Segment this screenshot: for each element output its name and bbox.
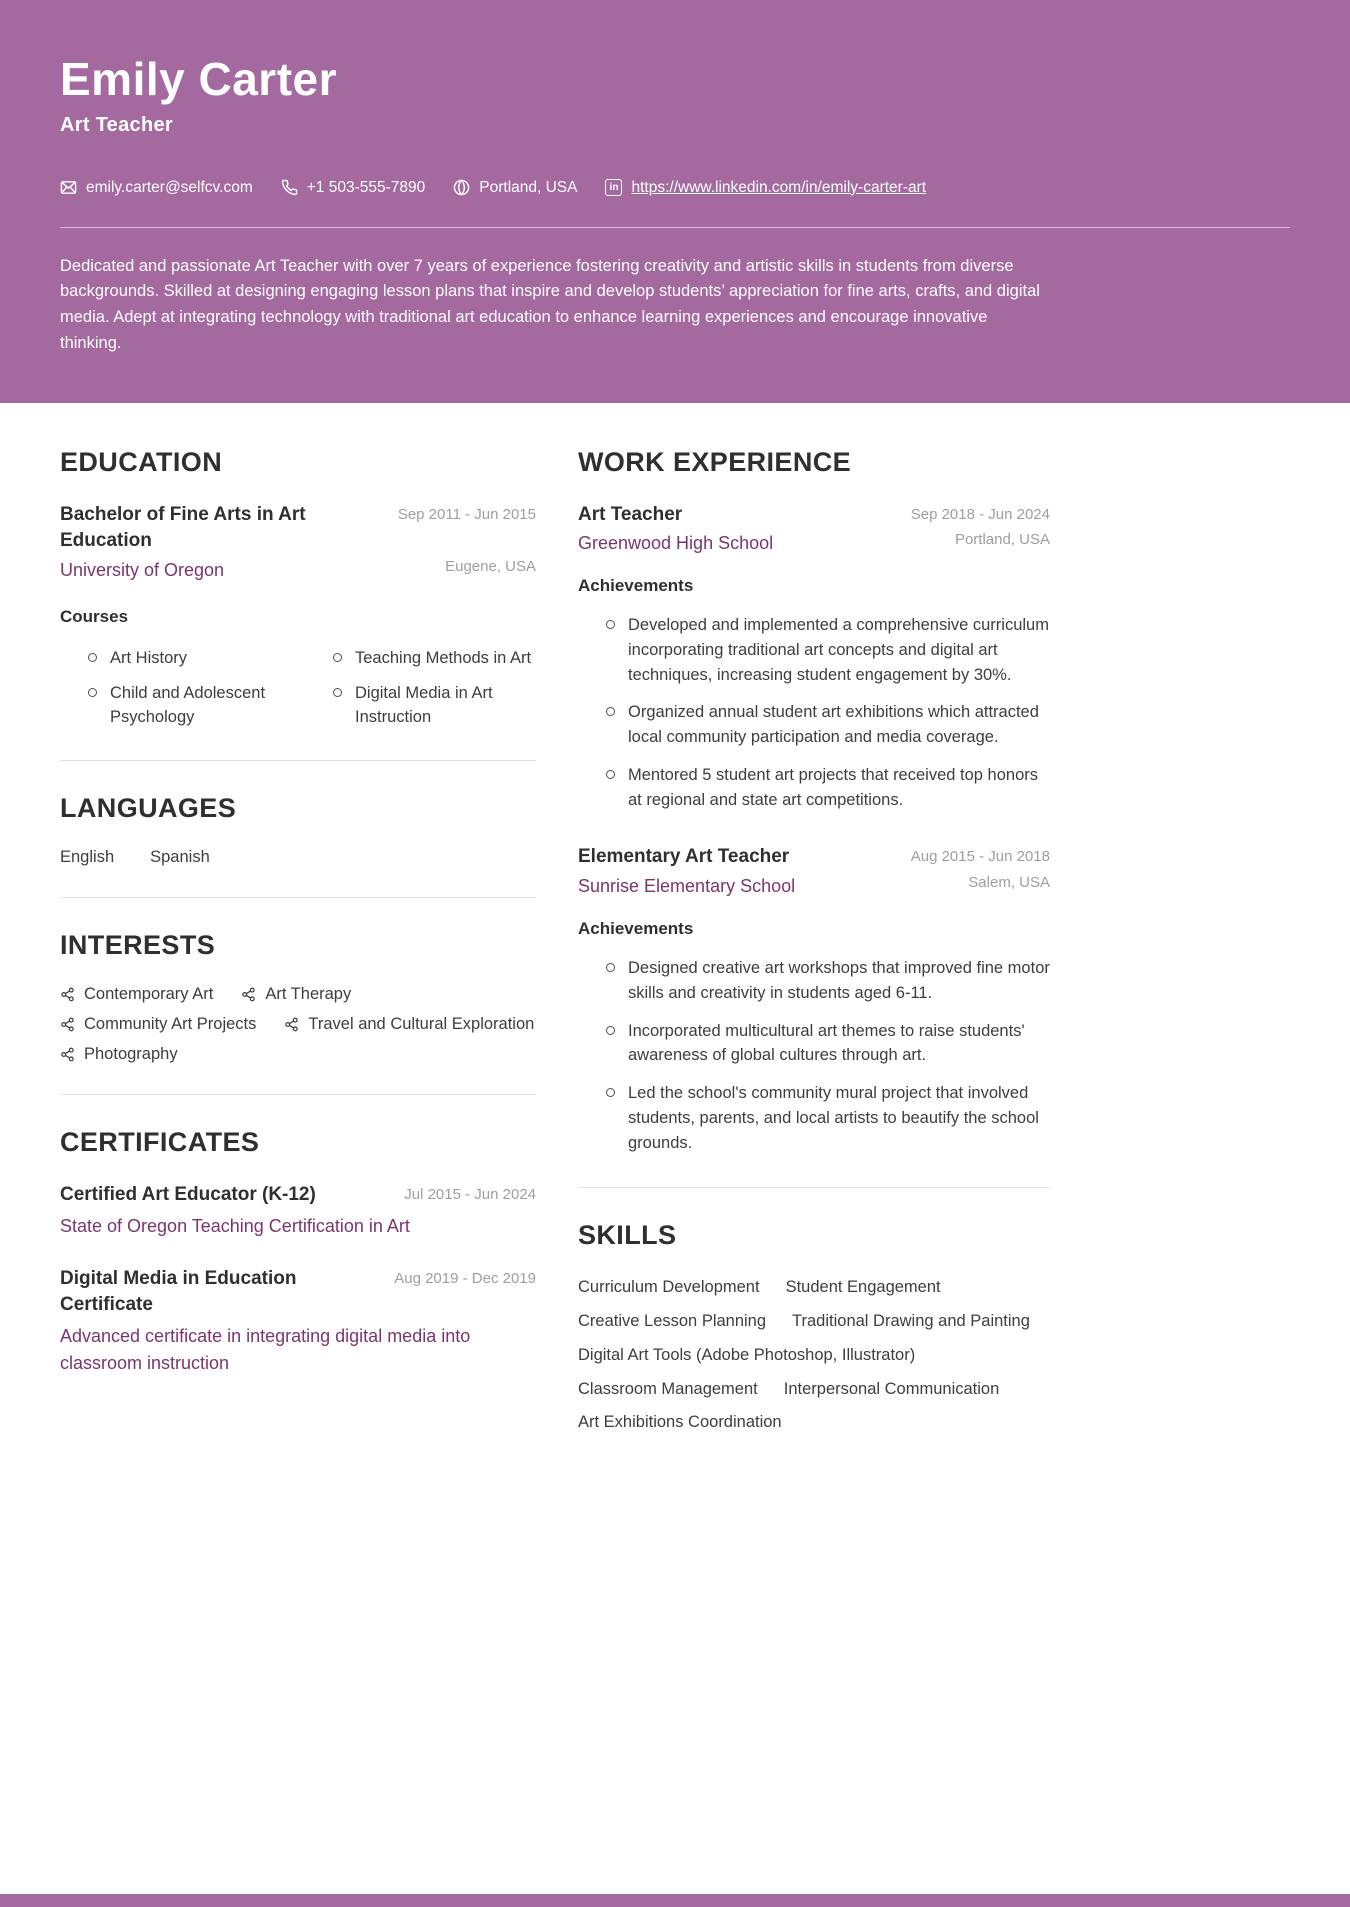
- interest-item: [60, 1045, 178, 1064]
- job-title-row: [578, 844, 1050, 871]
- interest-label: Art Therapy: [265, 985, 352, 1004]
- skills-list: [578, 1275, 1050, 1435]
- course-item: Art History: [60, 646, 291, 671]
- job-location: Portland, USA: [954, 531, 1050, 549]
- work-experience-heading: WORK EXPERIENCE: [578, 446, 852, 477]
- interest-item: [60, 985, 213, 1004]
- certificates-heading: CERTIFICATES: [60, 1127, 260, 1158]
- achievement-item: Developed and implemented a comprehensive curriculum incorporating traditional art concepts and digital art techniques, increasing student engagement by 30%.: [578, 613, 1050, 687]
- job-entry: [578, 502, 1050, 813]
- education-dates: Sep 2011 - Jun 2015: [397, 505, 536, 523]
- skill-item: Creative Lesson Planning: [578, 1312, 767, 1331]
- job-entry: [578, 844, 1050, 1155]
- certificates-section: [60, 1127, 536, 1377]
- job-dates: Sep 2018 - Jun 2024: [910, 505, 1050, 523]
- certificate-title-row: [60, 1266, 536, 1319]
- language-item: Spanish: [150, 848, 210, 867]
- achievements-list: [578, 613, 1050, 812]
- linkedin-icon: in: [605, 179, 622, 196]
- job-title-row: [578, 502, 1050, 529]
- achievement-item: Incorporated multicultural art themes to raise students' awareness of global cultures through art.: [578, 1019, 1050, 1069]
- phone-icon: [281, 179, 298, 196]
- network-icon: [60, 1017, 75, 1032]
- profile-summary: Dedicated and passionate Art Teacher with over 7 years of experience fostering creativity and artistic skills in students from diverse backgrounds. Skilled at designing engaging lesson plans that inspire and develop students’ appreciation for fine arts, crafts, and digital media. Adept at integrating technology with traditional art education to enhance learning experiences and encourage innovative thinking.: [60, 256, 1040, 352]
- resume-body: [0, 403, 1350, 1436]
- languages-heading: LANGUAGES: [60, 793, 237, 824]
- education-section: [60, 447, 536, 731]
- network-icon: [60, 987, 75, 1002]
- degree-title: Bachelor of Fine Arts in Art Education: [60, 503, 306, 552]
- skill-item: Digital Art Tools (Adobe Photoshop, Illustrator): [578, 1345, 916, 1364]
- interest-item: [284, 1015, 534, 1034]
- achievement-item: Mentored 5 student art projects that received top honors at regional and state art competitions.: [578, 763, 1050, 813]
- email-icon: [60, 179, 77, 196]
- interests-list: [60, 985, 536, 1064]
- language-item: English: [60, 848, 115, 867]
- job-dates: Aug 2015 - Jun 2018: [910, 848, 1050, 866]
- education-location: Eugene, USA: [445, 557, 536, 575]
- job-org-row: [578, 528, 1050, 556]
- achievements-label: Achievements: [578, 576, 694, 596]
- interests-heading: INTERESTS: [60, 930, 216, 961]
- job-company: Greenwood High School: [578, 533, 774, 554]
- skill-item: Curriculum Development: [578, 1278, 760, 1297]
- interest-item: [241, 985, 351, 1004]
- footer-accent-bar: [0, 1894, 1350, 1907]
- achievements-list: [578, 956, 1050, 1155]
- certificate-item: [60, 1266, 536, 1377]
- contact-row: [60, 179, 1290, 197]
- left-column: [60, 447, 536, 1436]
- job-title: Elementary Art Teacher: [578, 846, 790, 868]
- certificate-title: Certified Art Educator (K-12): [60, 1184, 316, 1206]
- certificate-dates: Aug 2019 - Dec 2019: [394, 1269, 536, 1287]
- interest-label: Travel and Cultural Exploration: [308, 1015, 535, 1034]
- job-location: Salem, USA: [968, 874, 1050, 892]
- contact-phone: [281, 179, 426, 197]
- person-name: Emily Carter: [60, 53, 338, 105]
- section-divider: [60, 1094, 536, 1095]
- network-icon: [241, 987, 256, 1002]
- certificate-dates: Jul 2015 - Jun 2024: [404, 1186, 536, 1204]
- certificate-title-row: [60, 1182, 536, 1209]
- skills-heading: SKILLS: [578, 1220, 677, 1251]
- certificate-subtitle: State of Oregon Teaching Certification in Art: [60, 1215, 410, 1236]
- contact-email-text: emily.carter@selfcv.com: [86, 178, 253, 196]
- interest-label: Community Art Projects: [84, 1015, 257, 1034]
- achievement-item: Organized annual student art exhibitions which attracted local community participation and media coverage.: [578, 700, 1050, 750]
- course-item: Teaching Methods in Art: [305, 646, 536, 671]
- contact-location: [453, 179, 577, 197]
- education-org-row: [60, 555, 536, 583]
- course-item: Digital Media in Art Instruction: [305, 681, 536, 731]
- skill-item: Student Engagement: [785, 1278, 941, 1297]
- skill-item: Classroom Management: [578, 1379, 758, 1398]
- section-divider: [60, 897, 536, 898]
- contact-linkedin: [605, 179, 926, 197]
- certificate-item: [60, 1182, 536, 1240]
- work-experience-section: [578, 447, 1050, 1156]
- job-company: Sunrise Elementary School: [578, 876, 796, 897]
- skill-item: Interpersonal Communication: [783, 1379, 1000, 1398]
- languages-list: [60, 848, 536, 867]
- right-column: [578, 447, 1050, 1436]
- courses-list: [60, 646, 536, 730]
- location-icon: [453, 179, 470, 196]
- interest-item: [60, 1015, 256, 1034]
- skill-item: Traditional Drawing and Painting: [792, 1312, 1030, 1331]
- education-school: University of Oregon: [60, 559, 225, 580]
- header-divider: [60, 227, 1290, 228]
- languages-section: [60, 793, 536, 867]
- courses-label: Courses: [60, 606, 129, 626]
- skills-section: [578, 1220, 1050, 1435]
- contact-phone-text: +1 503-555-7890: [306, 178, 426, 196]
- person-job-title: Art Teacher: [60, 113, 173, 136]
- contact-email: [60, 179, 253, 197]
- education-title-row: [60, 502, 536, 555]
- interest-label: Photography: [84, 1045, 178, 1064]
- certificate-title: Digital Media in Education Certificate: [60, 1267, 297, 1316]
- job-title: Art Teacher: [578, 503, 683, 525]
- network-icon: [60, 1047, 75, 1062]
- skill-item: Art Exhibitions Coordination: [578, 1413, 782, 1432]
- interests-section: [60, 930, 536, 1064]
- linkedin-link[interactable]: https://www.linkedin.com/in/emily-carter-art: [631, 178, 927, 196]
- section-divider: [60, 760, 536, 761]
- job-org-row: [578, 871, 1050, 899]
- interest-label: Contemporary Art: [84, 985, 214, 1004]
- contact-location-text: Portland, USA: [479, 178, 578, 196]
- network-icon: [284, 1017, 299, 1032]
- achievement-item: Designed creative art workshops that improved fine motor skills and creativity in students aged 6-11.: [578, 956, 1050, 1006]
- certificate-subtitle: Advanced certificate in integrating digital media into classroom instruction: [60, 1325, 471, 1373]
- education-heading: EDUCATION: [60, 446, 223, 477]
- section-divider: [578, 1187, 1050, 1188]
- resume-header: [0, 0, 1350, 403]
- achievements-label: Achievements: [578, 919, 694, 939]
- achievement-item: Led the school's community mural project that involved students, parents, and local artists to beautify the school grounds.: [578, 1081, 1050, 1155]
- course-item: Child and Adolescent Psychology: [60, 681, 291, 731]
